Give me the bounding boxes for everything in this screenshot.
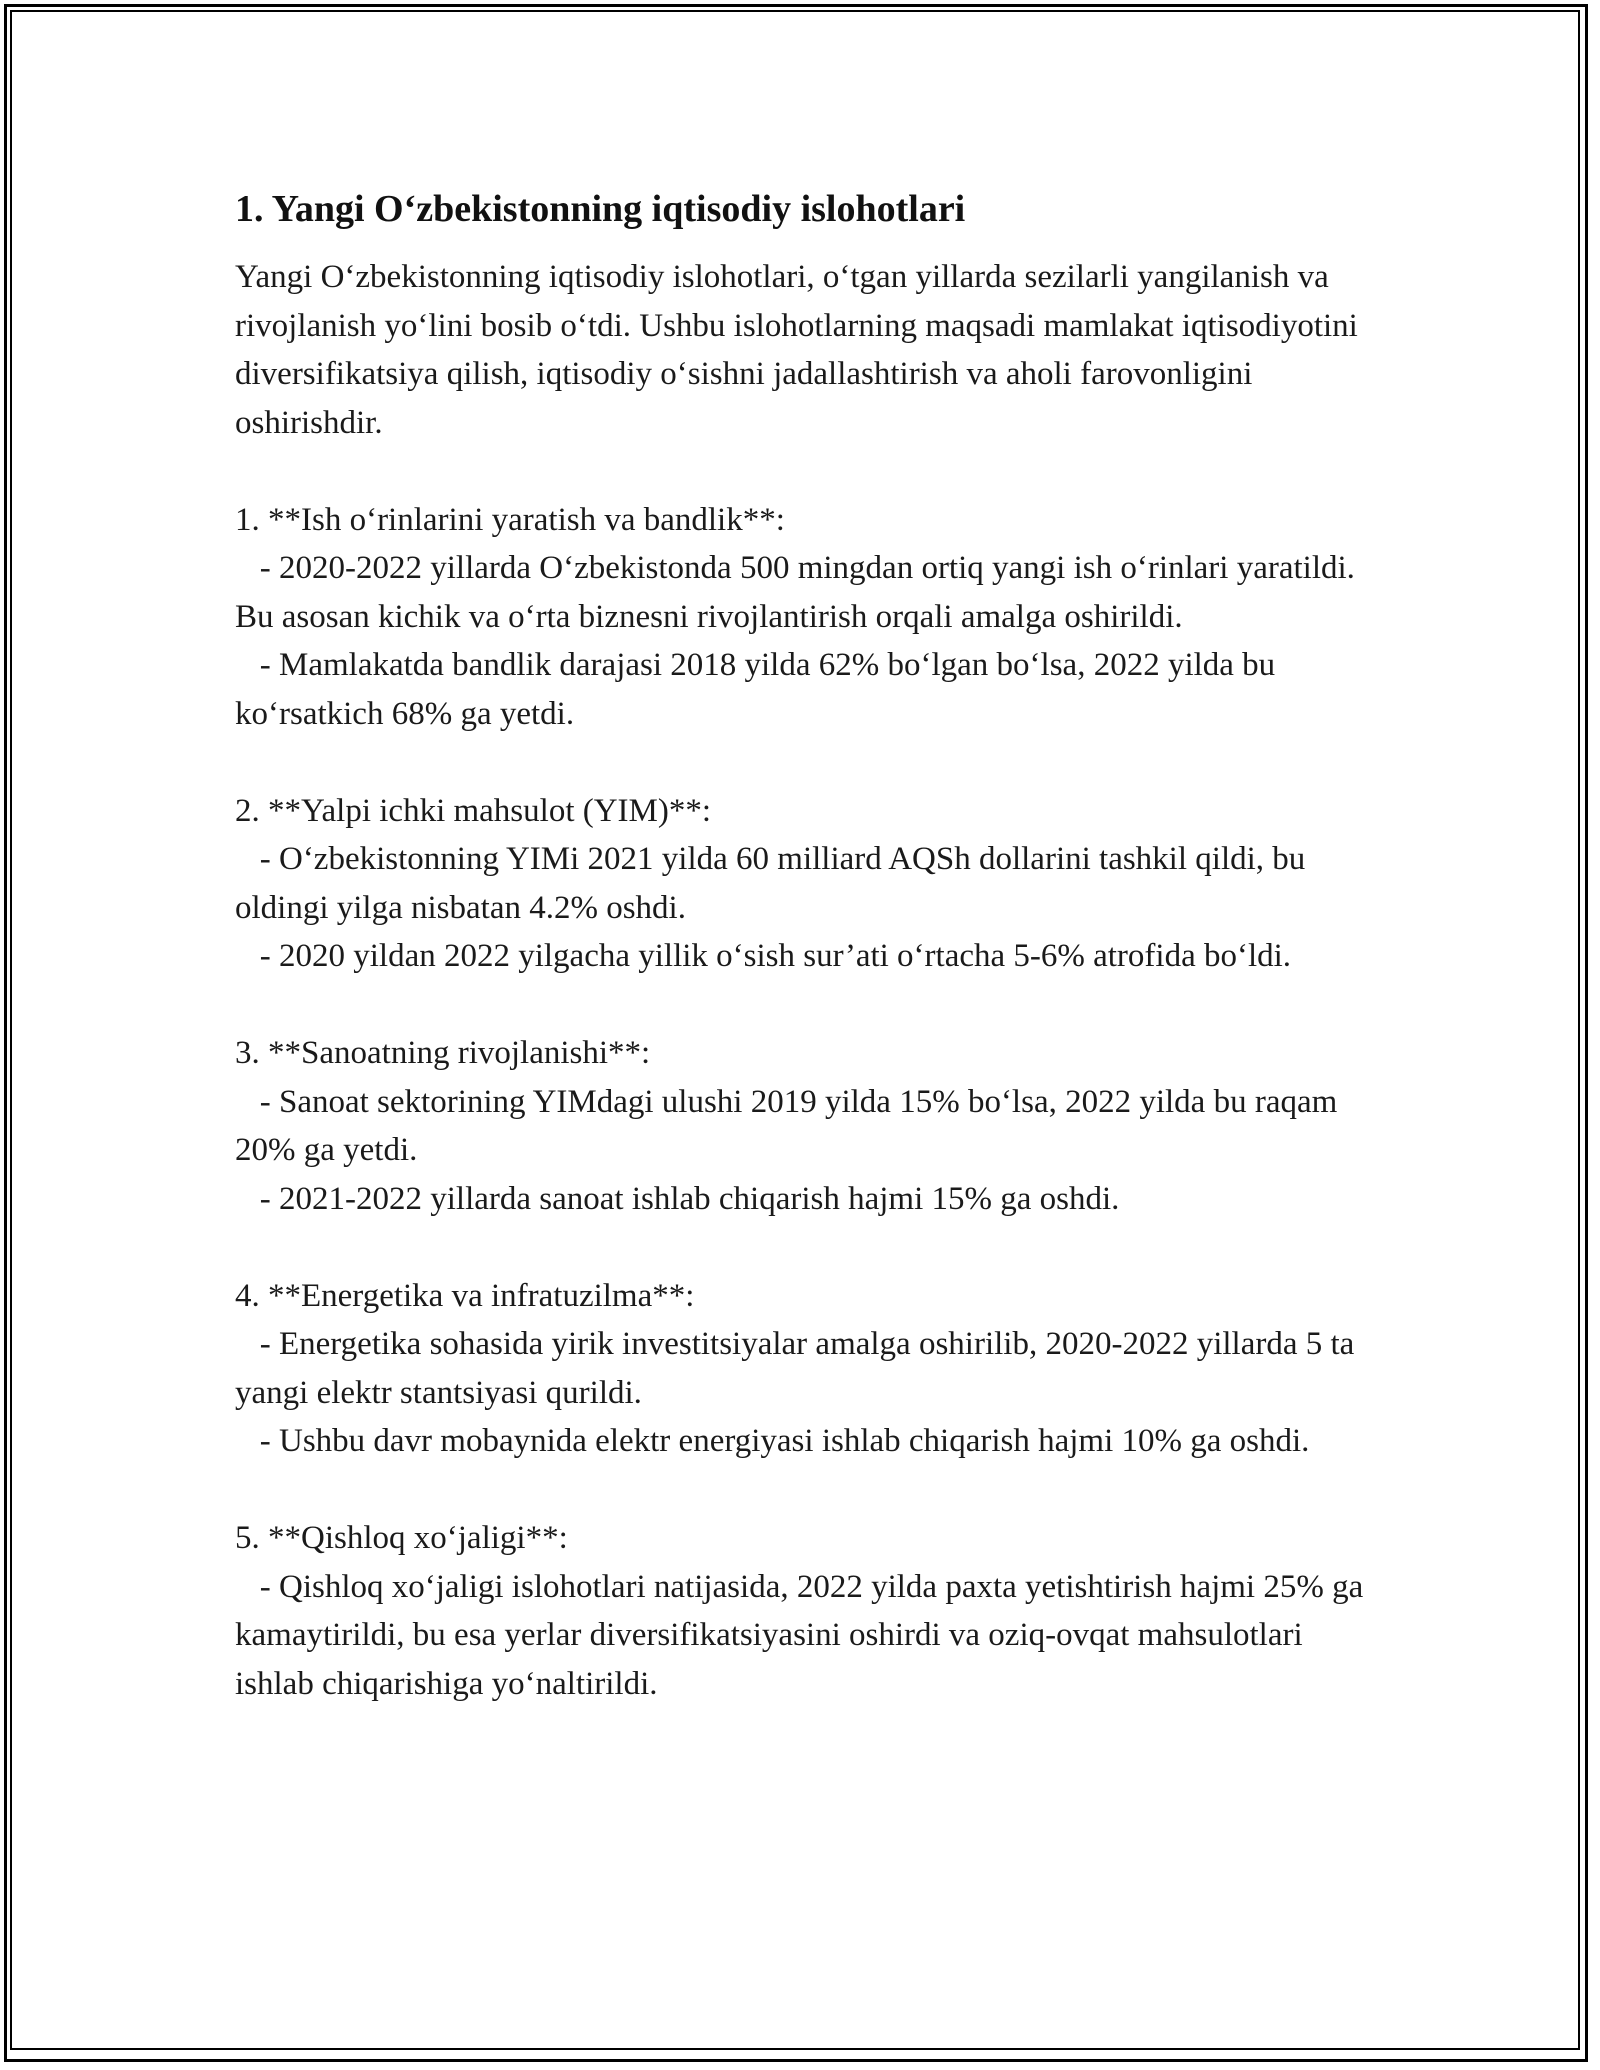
section-bullet: - Mamlakatda bandlik darajasi 2018 yilda 62% bo‘lgan bo‘lsa, 2022 yilda bu ko‘rsatkich 68% ga yetdi. bbox=[235, 647, 1284, 732]
section-employment bbox=[235, 496, 1375, 739]
section-heading: 2. **Yalpi ichki mahsulot (YIM)**: bbox=[235, 792, 712, 829]
document-title: 1. Yangi O‘zbekistonning iqtisodiy islohotlari bbox=[235, 188, 966, 230]
intro-paragraph: Yangi O‘zbekistonning iqtisodiy islohotlari, o‘tgan yillarda sezilarli yangilanish va rivojlanish yo‘lini bosib o‘tdi. Ushbu islohotlarning maqsadi mamlakat iqtisodiyotini diversifikatsiya qilish, iqtisodiy o‘sishni jadallashtirish va aholi farovonligini oshirishdir. bbox=[235, 259, 1367, 441]
section-industry bbox=[235, 1029, 1375, 1223]
section-bullet: - Qishloq xo‘jaligi islohotlari natijasida, 2022 yilda paxta yetishtirish hajmi 25% ga kamaytirildi, bu esa yerlar diversifikatsiyasini oshirdi va oziq-ovqat mahsulotlari ishlab chiqarishiga yo‘naltirildi. bbox=[235, 1568, 1372, 1702]
section-bullet: - 2020-2022 yillarda O‘zbekistonda 500 mingdan ortiq yangi ish o‘rinlari yaratildi. Bu asosan kichik va o‘rta biznesni rivojlantirish orqali amalga oshirildi. bbox=[235, 550, 1364, 635]
section-bullet: - 2020 yildan 2022 yilgacha yillik o‘sish sur’ati o‘rtacha 5-6% atrofida bo‘ldi. bbox=[235, 938, 1292, 974]
section-bullet: - Energetika sohasida yirik investitsiyalar amalga oshirilib, 2020-2022 yillarda 5 ta yangi elektr stantsiyasi qurildi. bbox=[235, 1326, 1363, 1411]
section-heading: 1. **Ish o‘rinlarini yaratish va bandlik**: bbox=[235, 501, 785, 538]
section-energy bbox=[235, 1272, 1375, 1466]
section-bullet: - Ushbu davr mobaynida elektr energiyasi ishlab chiqarish hajmi 10% ga oshdi. bbox=[235, 1423, 1310, 1459]
section-bullet: - 2021-2022 yillarda sanoat ishlab chiqarish hajmi 15% ga oshdi. bbox=[235, 1180, 1120, 1217]
section-heading: 4. **Energetika va infratuzilma**: bbox=[235, 1277, 695, 1314]
section-heading: 3. **Sanoatning rivojlanishi**: bbox=[235, 1035, 651, 1071]
document-body bbox=[235, 185, 1375, 1708]
section-gdp bbox=[235, 787, 1375, 981]
section-agriculture bbox=[235, 1514, 1375, 1708]
section-bullet: - Sanoat sektorining YIMdagi ulushi 2019 yilda 15% bo‘lsa, 2022 yilda bu raqam 20% ga yetdi. bbox=[235, 1083, 1346, 1168]
section-heading: 5. **Qishloq xo‘jaligi**: bbox=[235, 1520, 568, 1556]
section-bullet: - O‘zbekistonning YIMi 2021 yilda 60 milliard AQSh dollarini tashkil qildi, bu oldingi yilga nisbatan 4.2% oshdi. bbox=[235, 841, 1314, 926]
